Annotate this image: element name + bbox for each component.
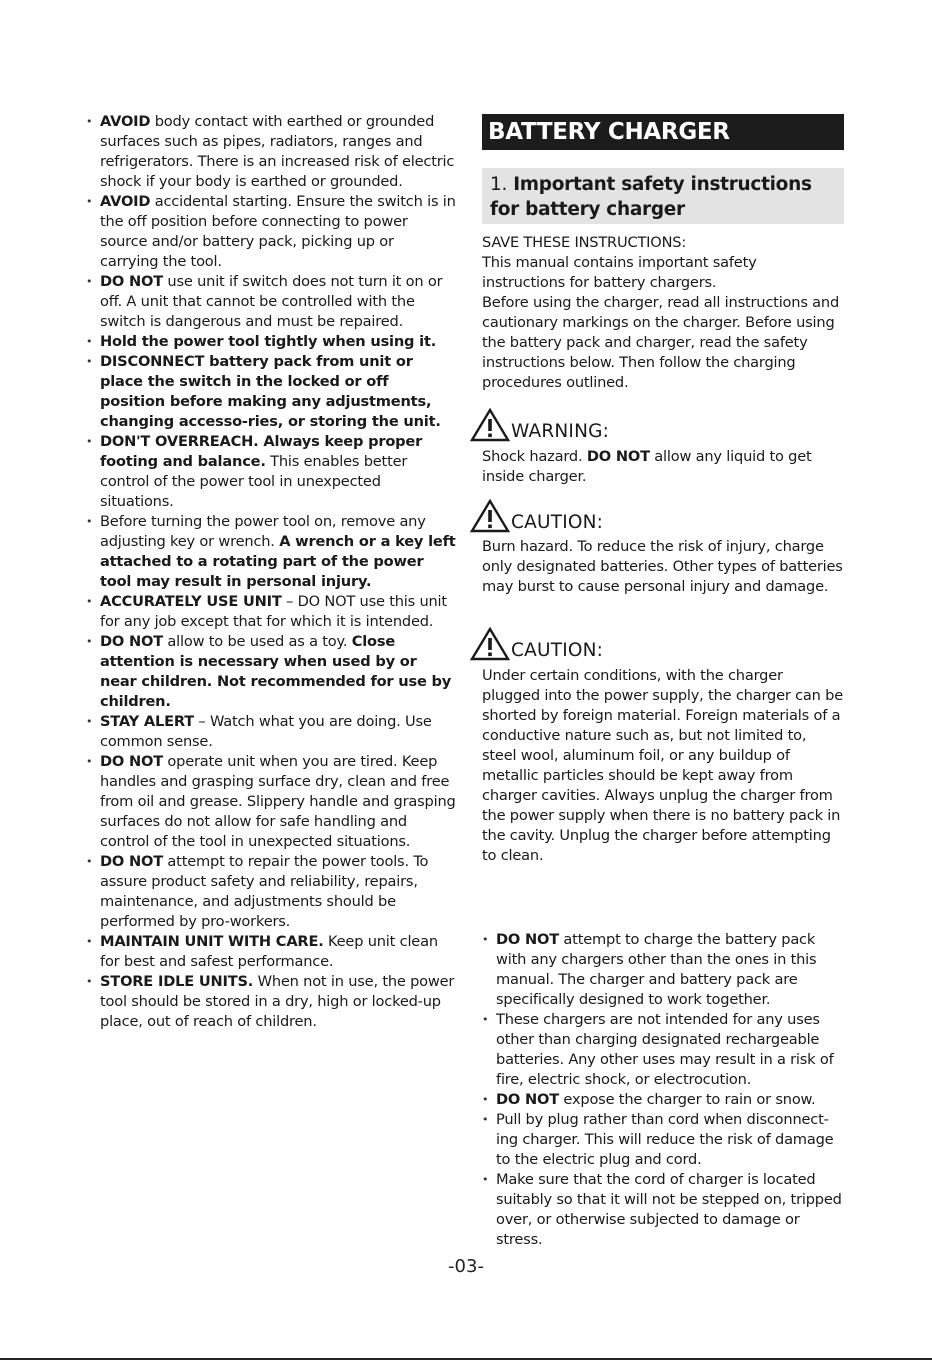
caution-text: Burn hazard. To reduce the risk of injury, charge only designated batteries. Other types of batteries may burst to cause personal injury and damage. [482, 538, 843, 595]
list-item: • DON'T OVERREACH. Always keep proper footing and balance. This enables better control of the power tool in unexpected situations. [86, 432, 456, 512]
warning-text: Shock hazard. DO NOT allow any liquid to get inside charger. [482, 448, 812, 485]
list-item: • Make sure that the cord of charger is located suitably so that it will not be stepped on, tripped over, or otherwise subjected to damage or stress. [482, 1170, 844, 1250]
bottom-rule [0, 1358, 932, 1360]
list-item: • DO NOT attempt to charge the battery pack with any chargers other than the ones in this manual. The charger and battery pack are specifically designed to work together. [482, 930, 844, 1010]
safety-rules-list [86, 112, 456, 1032]
caution-triangle-icon [470, 627, 510, 661]
page-number: -03- [448, 1256, 484, 1277]
list-item: • ACCURATELY USE UNIT – DO NOT use this unit for any job except that for which it is intended. [86, 592, 456, 632]
list-item: • AVOID body contact with earthed or grounded surfaces such as pipes, radiators, ranges and refrigerators. There is an increased risk of electric shock if your body is earthed or grounded. [86, 112, 456, 192]
list-item: • DO NOT expose the charger to rain or snow. [482, 1090, 844, 1110]
charger-rules [482, 930, 844, 1250]
list-item: • STORE IDLE UNITS. When not in use, the power tool should be stored in a dry, high or locked-up place, out of reach of children. [86, 972, 456, 1032]
caution-heading: CAUTION: [470, 627, 603, 661]
left-column [86, 112, 456, 1032]
caution-triangle-icon [470, 499, 510, 533]
list-item: • DISCONNECT battery pack from unit or place the switch in the locked or off position before making any adjustments, changing accesso-ries, or storing the unit. [86, 352, 456, 432]
list-item: • Hold the power tool tightly when using it. [86, 332, 456, 352]
caution-heading: CAUTION: [470, 499, 603, 533]
charger-rules-list [482, 930, 844, 1250]
section-title: BATTERY CHARGER [482, 114, 844, 150]
subheading: 1. Important safety instructions for battery charger [482, 168, 844, 224]
list-item: • STAY ALERT – Watch what you are doing. Use common sense. [86, 712, 456, 752]
warning-heading: WARNING: [470, 408, 609, 442]
list-item: • Pull by plug rather than cord when disconnect-ing charger. This will reduce the risk of damage to the electric plug and cord. [482, 1110, 844, 1170]
intro-paragraph: SAVE THESE INSTRUCTIONS: This manual contains important safety instructions for battery chargers. Before using the charger, read all instructions and cautionary markings on the charger. Before using the battery pack and charger, read the safety instructions below. Then follow the charging procedures outlined. [482, 234, 840, 391]
list-item: • MAINTAIN UNIT WITH CARE. Keep unit clean for best and safest performance. [86, 932, 456, 972]
list-item: • These chargers are not intended for any uses other than charging designated rechargeable batteries. Any other uses may result in a risk of fire, electric shock, or electrocution. [482, 1010, 844, 1090]
list-item: • DO NOT operate unit when you are tired. Keep handles and grasping surface dry, clean and free from oil and grease. Slippery handle and grasping surfaces do not allow for safe handling and control of the tool in unexpected situations. [86, 752, 456, 852]
list-item: • Before turning the power tool on, remove any adjusting key or wrench. A wrench or a key left attached to a rotating part of the power tool may result in personal injury. [86, 512, 456, 592]
list-item: • AVOID accidental starting. Ensure the switch is in the off position before connecting to power source and/or battery pack, picking up or carrying the tool. [86, 192, 456, 272]
caution-text: Under certain conditions, with the charger plugged into the power supply, the charger can be shorted by foreign material. Foreign materials of a conductive nature such as, but not limited to, steel wool, aluminum foil, or any buildup of metallic particles should be kept away from charger cavities. Always unplug the charger from the power supply when there is no battery pack in the cavity. Unplug the charger before attempting to clean. [482, 667, 843, 864]
list-item: • DO NOT attempt to repair the power tools. To assure product safety and reliability, repairs, maintenance, and adjustments should be performed by pro-workers. [86, 852, 456, 932]
warning-triangle-icon [470, 408, 510, 442]
list-item: • DO NOT allow to be used as a toy. Close attention is necessary when used by or near children. Not recommended for use by children. [86, 632, 456, 712]
list-item: • DO NOT use unit if switch does not turn it on or off. A unit that cannot be controlled with the switch is dangerous and must be repaired. [86, 272, 456, 332]
